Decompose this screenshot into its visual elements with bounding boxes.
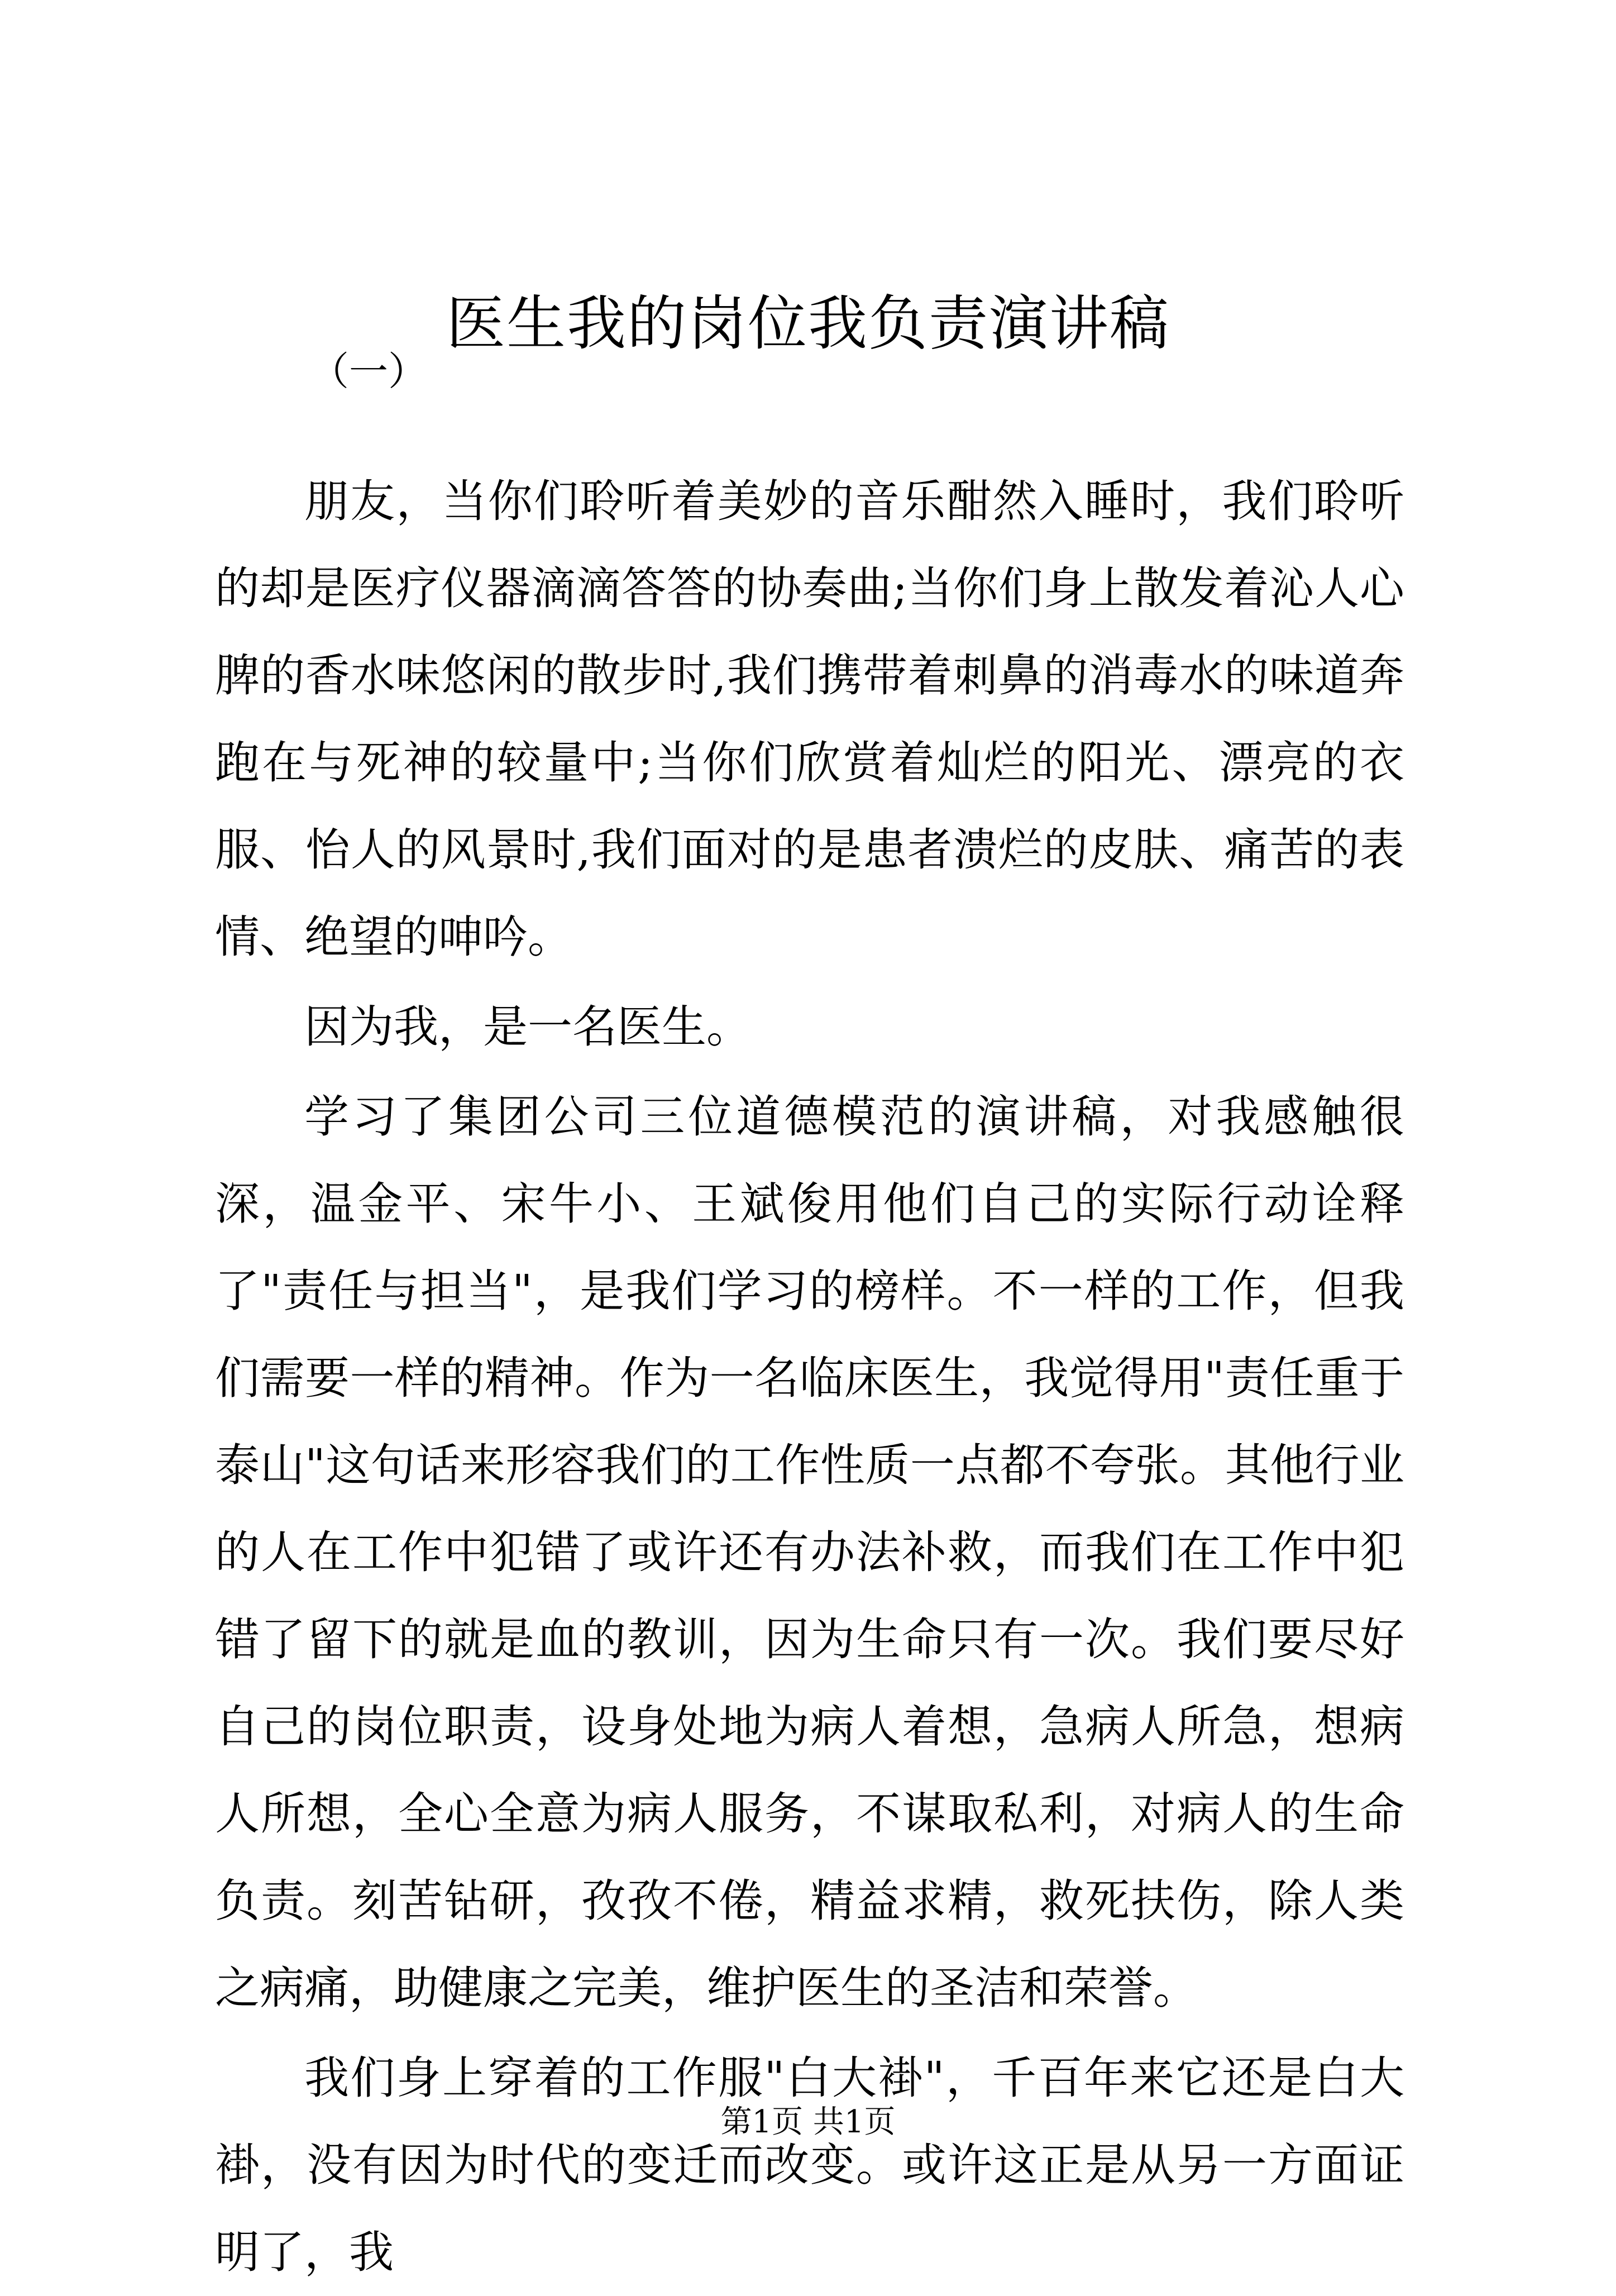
paragraph-1: 朋友，当你们聆听着美妙的音乐酣然入睡时，我们聆听的却是医疗仪器滴滴答答的协奏曲;当你们身上散发着沁人心脾的香水味悠闲的散步时,我们携带着刺鼻的消毒水的味道奔跑在与死神的较量中;当你们欣赏着灿烂的阳光、漂亮的衣服、怡人的风景时,我们面对的是患者溃烂的皮肤、痛苦的表情、绝望的呻吟。 — [215, 475, 1404, 963]
document-title: 医生我的岗位我负责演讲稿 — [446, 289, 1170, 358]
section-label: （一） — [310, 349, 427, 394]
paragraph-2: 因为我，是一名医生。 — [304, 1001, 751, 1053]
page-footer: 第1页 共1页 — [720, 2104, 896, 2140]
paragraph-3: 学习了集团公司三位道德模范的演讲稿，对我感触很深，温金平、宋牛小、王斌俊用他们自己的实际行动诠释了"责任与担当"，是我们学习的榜样。不一样的工作，但我们需要一样的精神。作为一名临床医生，我觉得用"责任重于泰山"这句话来形容我们的工作性质一点都不夸张。其他行业的人在工作中犯错了或许还有办法补救，而我们在工作中犯错了留下的就是血的教训，因为生命只有一次。我们要尽好自己的岗位职责，设身处地为病人着想，急病人所急，想病人所想，全心全意为病人服务，不谋取私利，对病人的生命负责。刻苦钻研，孜孜不倦，精益求精，救死扶伤，除人类之病痛，助健康之完美，维护医生的圣洁和荣誉。 — [215, 1091, 1404, 2014]
paragraph-4: 我们身上穿着的工作服"白大褂"，千百年来它还是白大褂，没有因为时代的变迁而改变。或许这正是从另一方面证明了，我 — [215, 2052, 1404, 2278]
document-body — [215, 458, 1404, 2296]
